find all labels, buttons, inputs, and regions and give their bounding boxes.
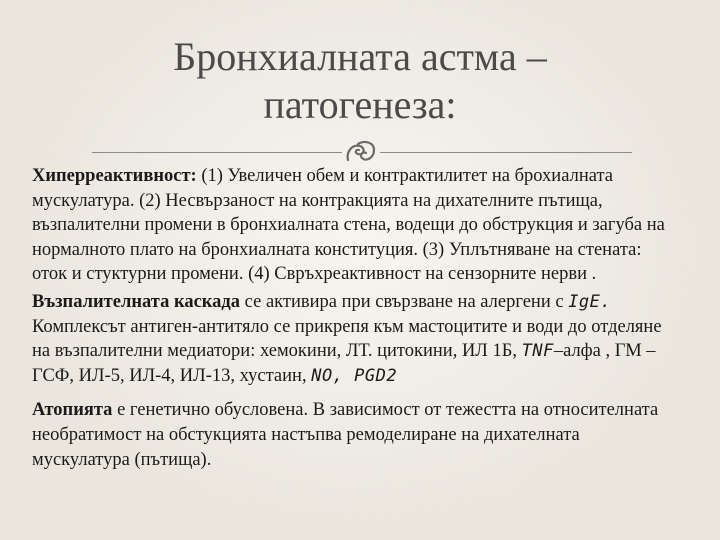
tnf-label: TNF (521, 341, 554, 362)
atopy-text: е генетично обусловена. В зависимост от тежестта на относителната необратимост на обстукцията настъпва ремоделиране на дихателната мускулатура (пътища). (32, 400, 659, 470)
paragraph-hyperreactivity (32, 164, 672, 287)
cascade-text-2: Комплексът антиген-антитяло се прикрепя към мастоцитите и води до отделяне на възпалителни медиатори: хемокини, ЛТ. цитокини, ИЛ 1Б, (32, 316, 662, 362)
scroll-flourish-icon (344, 138, 378, 166)
hyperreactivity-text: (1) Увеличен обем и контрактилитет на брохиалната мускулатура. (2) Несвързаност на контракцията на дихателните пътища, възпалителни промени в бронхиалната стена, водещи до обструкция и загуба на нормалното плато на бронхиалната конституция. (3) Уплътняване на стената: оток и стуктурни промени. (4) Свръхреактивност на сензорните нерви . (32, 166, 665, 285)
title-line-1: Бронхиалната астма – (173, 33, 547, 79)
slide-body (32, 164, 672, 472)
no-pgd2-label: NO, PGD2 (311, 365, 398, 386)
title-line-2: патогенеза: (263, 81, 457, 127)
term-inflammatory-cascade: Възпалителната каскада (32, 291, 241, 312)
paragraph-inflammatory-cascade (32, 290, 672, 388)
slide-title (0, 33, 720, 129)
divider-right (380, 152, 632, 153)
ige-label: IgE. (568, 291, 612, 312)
paragraph-atopy (32, 398, 672, 472)
term-atopy: Атопията (32, 400, 113, 421)
term-hyperreactivity: Хиперреактивност: (32, 166, 197, 186)
cascade-text-3: –алфа , ГМ –ГСФ, ИЛ-5, ИЛ-4, ИЛ-13, хустаин, (32, 341, 656, 386)
divider-left (92, 152, 342, 153)
cascade-text-1: се активира при свързване на алергени с (240, 291, 569, 312)
